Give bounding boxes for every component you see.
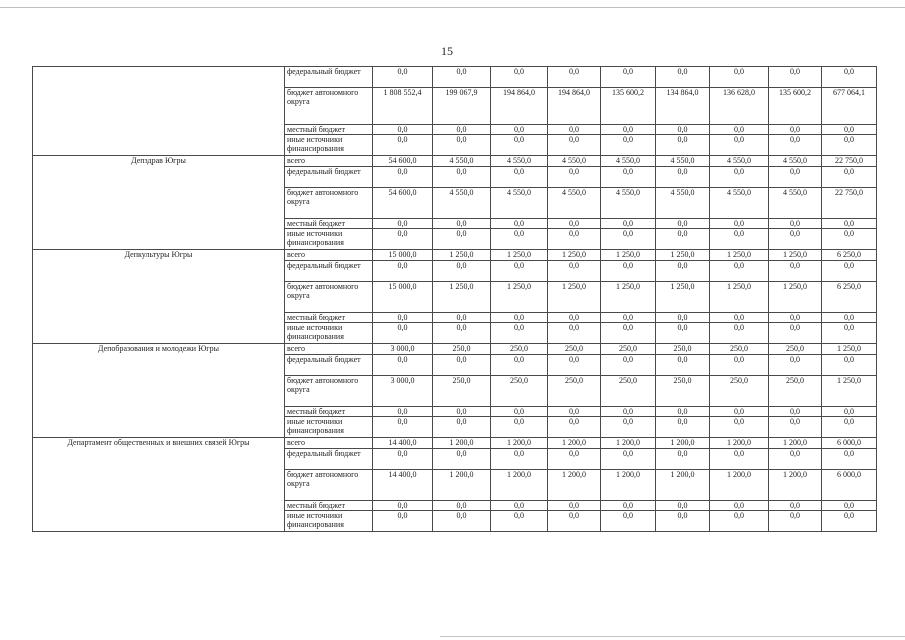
value-cell: 250,0 (710, 376, 769, 407)
funding-source-cell: бюджет автономного округа (285, 88, 373, 125)
value-cell: 0,0 (433, 417, 491, 438)
value-cell: 1 250,0 (822, 344, 877, 355)
value-cell: 0,0 (433, 501, 491, 511)
value-cell: 250,0 (601, 344, 656, 355)
value-cell: 4 550,0 (769, 188, 822, 219)
value-cell: 0,0 (433, 167, 491, 188)
value-cell: 0,0 (822, 417, 877, 438)
value-cell: 0,0 (822, 449, 877, 470)
value-cell: 0,0 (656, 417, 710, 438)
value-cell: 0,0 (769, 67, 822, 88)
value-cell: 0,0 (601, 125, 656, 135)
value-cell: 0,0 (601, 67, 656, 88)
funding-source-cell: иные источники финансирования (285, 417, 373, 438)
table-row (33, 344, 877, 355)
value-cell: 0,0 (769, 261, 822, 282)
funding-source-cell: иные источники финансирования (285, 229, 373, 250)
value-cell: 0,0 (548, 313, 601, 323)
value-cell: 0,0 (548, 355, 601, 376)
value-cell: 3 000,0 (373, 376, 433, 407)
value-cell: 0,0 (822, 219, 877, 229)
scan-bottom-edge (440, 636, 905, 637)
value-cell: 0,0 (710, 67, 769, 88)
value-cell: 0,0 (656, 67, 710, 88)
value-cell: 0,0 (601, 261, 656, 282)
value-cell: 0,0 (491, 449, 548, 470)
org-name-cell: Депобразования и молодежи Югры (33, 344, 285, 438)
value-cell: 0,0 (433, 67, 491, 88)
value-cell: 0,0 (491, 229, 548, 250)
value-cell: 1 200,0 (769, 438, 822, 449)
value-cell: 1 200,0 (769, 470, 822, 501)
value-cell: 14 400,0 (373, 470, 433, 501)
funding-source-cell: федеральный бюджет (285, 449, 373, 470)
value-cell: 6 250,0 (822, 282, 877, 313)
value-cell: 0,0 (373, 261, 433, 282)
value-cell: 0,0 (656, 407, 710, 417)
value-cell: 6 000,0 (822, 470, 877, 501)
value-cell: 0,0 (548, 417, 601, 438)
value-cell: 250,0 (491, 344, 548, 355)
value-cell: 1 200,0 (491, 438, 548, 449)
funding-source-cell: бюджет автономного округа (285, 188, 373, 219)
value-cell: 0,0 (822, 67, 877, 88)
value-cell: 0,0 (710, 511, 769, 532)
value-cell: 1 250,0 (548, 250, 601, 261)
value-cell: 0,0 (656, 355, 710, 376)
value-cell: 0,0 (373, 449, 433, 470)
value-cell: 0,0 (710, 313, 769, 323)
org-name-cell (33, 67, 285, 156)
value-cell: 0,0 (822, 407, 877, 417)
value-cell: 1 250,0 (433, 282, 491, 313)
value-cell: 0,0 (822, 261, 877, 282)
value-cell: 0,0 (656, 125, 710, 135)
value-cell: 0,0 (491, 355, 548, 376)
value-cell: 0,0 (656, 261, 710, 282)
value-cell: 0,0 (433, 229, 491, 250)
value-cell: 0,0 (601, 135, 656, 156)
value-cell: 0,0 (822, 167, 877, 188)
value-cell: 250,0 (548, 376, 601, 407)
table-row (33, 438, 877, 449)
value-cell: 0,0 (373, 355, 433, 376)
value-cell: 0,0 (710, 449, 769, 470)
value-cell: 677 064,1 (822, 88, 877, 125)
value-cell: 0,0 (601, 501, 656, 511)
value-cell: 0,0 (548, 219, 601, 229)
value-cell: 4 550,0 (433, 188, 491, 219)
funding-source-cell: всего (285, 438, 373, 449)
value-cell: 1 200,0 (433, 470, 491, 501)
funding-source-cell: иные источники финансирования (285, 323, 373, 344)
value-cell: 0,0 (433, 323, 491, 344)
value-cell: 1 200,0 (548, 470, 601, 501)
funding-source-cell: всего (285, 344, 373, 355)
value-cell: 0,0 (601, 229, 656, 250)
value-cell: 0,0 (656, 219, 710, 229)
value-cell: 1 250,0 (769, 250, 822, 261)
value-cell: 250,0 (710, 344, 769, 355)
value-cell: 6 250,0 (822, 250, 877, 261)
value-cell: 0,0 (710, 407, 769, 417)
value-cell: 0,0 (656, 229, 710, 250)
value-cell: 4 550,0 (769, 156, 822, 167)
funding-source-cell: федеральный бюджет (285, 355, 373, 376)
value-cell: 0,0 (433, 355, 491, 376)
value-cell: 4 550,0 (710, 188, 769, 219)
value-cell: 0,0 (373, 229, 433, 250)
value-cell: 0,0 (710, 125, 769, 135)
org-name-cell: Департамент общественных и внешних связей Югры (33, 438, 285, 532)
value-cell: 250,0 (656, 344, 710, 355)
value-cell: 1 200,0 (656, 438, 710, 449)
value-cell: 250,0 (548, 344, 601, 355)
value-cell: 0,0 (601, 313, 656, 323)
value-cell: 134 864,0 (656, 88, 710, 125)
value-cell: 250,0 (769, 344, 822, 355)
funding-source-cell: местный бюджет (285, 219, 373, 229)
value-cell: 1 250,0 (769, 282, 822, 313)
value-cell: 1 250,0 (491, 250, 548, 261)
value-cell: 14 400,0 (373, 438, 433, 449)
value-cell: 54 600,0 (373, 156, 433, 167)
value-cell: 1 250,0 (601, 250, 656, 261)
value-cell: 4 550,0 (656, 188, 710, 219)
value-cell: 0,0 (491, 501, 548, 511)
value-cell: 4 550,0 (601, 188, 656, 219)
value-cell: 1 808 552,4 (373, 88, 433, 125)
value-cell: 0,0 (710, 167, 769, 188)
value-cell: 0,0 (710, 219, 769, 229)
value-cell: 0,0 (491, 125, 548, 135)
value-cell: 1 250,0 (822, 376, 877, 407)
funding-source-cell: местный бюджет (285, 125, 373, 135)
value-cell: 250,0 (769, 376, 822, 407)
value-cell: 4 550,0 (433, 156, 491, 167)
value-cell: 0,0 (548, 167, 601, 188)
funding-source-cell: всего (285, 156, 373, 167)
value-cell: 0,0 (373, 219, 433, 229)
value-cell: 0,0 (656, 313, 710, 323)
value-cell: 0,0 (491, 323, 548, 344)
value-cell: 0,0 (433, 407, 491, 417)
value-cell: 0,0 (491, 261, 548, 282)
value-cell: 0,0 (822, 135, 877, 156)
value-cell: 0,0 (656, 501, 710, 511)
funding-source-cell: федеральный бюджет (285, 67, 373, 88)
value-cell: 0,0 (769, 313, 822, 323)
value-cell: 199 067,9 (433, 88, 491, 125)
value-cell: 0,0 (822, 355, 877, 376)
value-cell: 0,0 (822, 229, 877, 250)
value-cell: 194 864,0 (548, 88, 601, 125)
value-cell: 0,0 (601, 167, 656, 188)
value-cell: 0,0 (601, 449, 656, 470)
value-cell: 6 000,0 (822, 438, 877, 449)
value-cell: 0,0 (433, 261, 491, 282)
funding-source-cell: бюджет автономного округа (285, 282, 373, 313)
value-cell: 0,0 (769, 417, 822, 438)
value-cell: 1 250,0 (601, 282, 656, 313)
table-row (33, 156, 877, 167)
value-cell: 0,0 (769, 125, 822, 135)
funding-source-cell: бюджет автономного округа (285, 470, 373, 501)
value-cell: 0,0 (601, 407, 656, 417)
value-cell: 0,0 (548, 229, 601, 250)
value-cell: 1 200,0 (710, 470, 769, 501)
value-cell: 0,0 (548, 407, 601, 417)
value-cell: 0,0 (710, 355, 769, 376)
funding-source-cell: местный бюджет (285, 313, 373, 323)
value-cell: 1 200,0 (601, 470, 656, 501)
value-cell: 54 600,0 (373, 188, 433, 219)
scan-top-edge (0, 7, 905, 8)
value-cell: 0,0 (710, 229, 769, 250)
value-cell: 1 200,0 (656, 470, 710, 501)
value-cell: 250,0 (601, 376, 656, 407)
value-cell: 1 250,0 (491, 282, 548, 313)
funding-source-cell: федеральный бюджет (285, 167, 373, 188)
value-cell: 0,0 (548, 67, 601, 88)
value-cell: 0,0 (491, 67, 548, 88)
value-cell: 0,0 (373, 125, 433, 135)
value-cell: 4 550,0 (548, 156, 601, 167)
value-cell: 0,0 (710, 135, 769, 156)
value-cell: 1 200,0 (433, 438, 491, 449)
value-cell: 0,0 (710, 323, 769, 344)
budget-table (32, 66, 877, 532)
value-cell: 0,0 (769, 219, 822, 229)
org-name-cell: Депздрав Югры (33, 156, 285, 250)
value-cell: 0,0 (373, 313, 433, 323)
org-name-cell: Депкультуры Югры (33, 250, 285, 344)
funding-source-cell: местный бюджет (285, 501, 373, 511)
value-cell: 0,0 (656, 511, 710, 532)
page-number: 15 (441, 44, 453, 58)
value-cell: 0,0 (769, 229, 822, 250)
value-cell: 0,0 (373, 135, 433, 156)
value-cell: 0,0 (433, 219, 491, 229)
table-row (33, 250, 877, 261)
value-cell: 1 200,0 (601, 438, 656, 449)
value-cell: 0,0 (822, 323, 877, 344)
value-cell: 0,0 (433, 135, 491, 156)
value-cell: 1 200,0 (710, 438, 769, 449)
funding-source-cell: иные источники финансирования (285, 511, 373, 532)
value-cell: 0,0 (548, 261, 601, 282)
value-cell: 0,0 (601, 511, 656, 532)
value-cell: 1 250,0 (656, 282, 710, 313)
value-cell: 0,0 (433, 511, 491, 532)
funding-source-cell: иные источники финансирования (285, 135, 373, 156)
value-cell: 0,0 (433, 125, 491, 135)
value-cell: 0,0 (656, 449, 710, 470)
value-cell: 1 250,0 (548, 282, 601, 313)
value-cell: 250,0 (491, 376, 548, 407)
value-cell: 4 550,0 (491, 156, 548, 167)
value-cell: 4 550,0 (548, 188, 601, 219)
value-cell: 0,0 (769, 501, 822, 511)
value-cell: 194 864,0 (491, 88, 548, 125)
value-cell: 0,0 (548, 449, 601, 470)
value-cell: 0,0 (656, 323, 710, 344)
value-cell: 0,0 (548, 511, 601, 532)
value-cell: 250,0 (433, 376, 491, 407)
value-cell: 0,0 (822, 501, 877, 511)
table-row (33, 67, 877, 88)
value-cell: 4 550,0 (710, 156, 769, 167)
value-cell: 0,0 (601, 355, 656, 376)
value-cell: 0,0 (491, 135, 548, 156)
value-cell: 0,0 (656, 167, 710, 188)
value-cell: 1 250,0 (710, 282, 769, 313)
value-cell: 0,0 (548, 125, 601, 135)
value-cell: 0,0 (656, 135, 710, 156)
value-cell: 0,0 (373, 417, 433, 438)
value-cell: 1 200,0 (548, 438, 601, 449)
value-cell: 1 250,0 (710, 250, 769, 261)
value-cell: 15 000,0 (373, 250, 433, 261)
value-cell: 0,0 (710, 261, 769, 282)
value-cell: 0,0 (601, 417, 656, 438)
value-cell: 22 750,0 (822, 188, 877, 219)
value-cell: 0,0 (373, 67, 433, 88)
value-cell: 0,0 (548, 323, 601, 344)
value-cell: 3 000,0 (373, 344, 433, 355)
value-cell: 4 550,0 (656, 156, 710, 167)
value-cell: 135 600,2 (769, 88, 822, 125)
value-cell: 250,0 (656, 376, 710, 407)
value-cell: 0,0 (769, 135, 822, 156)
funding-source-cell: федеральный бюджет (285, 261, 373, 282)
value-cell: 0,0 (373, 501, 433, 511)
value-cell: 0,0 (373, 323, 433, 344)
funding-source-cell: бюджет автономного округа (285, 376, 373, 407)
value-cell: 0,0 (491, 167, 548, 188)
value-cell: 0,0 (491, 511, 548, 532)
value-cell: 0,0 (822, 511, 877, 532)
value-cell: 136 628,0 (710, 88, 769, 125)
value-cell: 22 750,0 (822, 156, 877, 167)
value-cell: 0,0 (769, 355, 822, 376)
value-cell: 1 250,0 (656, 250, 710, 261)
value-cell: 0,0 (769, 167, 822, 188)
value-cell: 15 000,0 (373, 282, 433, 313)
funding-source-cell: местный бюджет (285, 407, 373, 417)
funding-source-cell: всего (285, 250, 373, 261)
value-cell: 250,0 (433, 344, 491, 355)
value-cell: 0,0 (491, 313, 548, 323)
value-cell: 0,0 (491, 407, 548, 417)
value-cell: 0,0 (710, 501, 769, 511)
value-cell: 4 550,0 (601, 156, 656, 167)
value-cell: 0,0 (601, 219, 656, 229)
value-cell: 0,0 (373, 167, 433, 188)
value-cell: 0,0 (822, 125, 877, 135)
value-cell: 0,0 (491, 219, 548, 229)
value-cell: 1 250,0 (433, 250, 491, 261)
value-cell: 0,0 (769, 511, 822, 532)
value-cell: 0,0 (491, 417, 548, 438)
value-cell: 0,0 (769, 407, 822, 417)
value-cell: 4 550,0 (491, 188, 548, 219)
value-cell: 0,0 (433, 449, 491, 470)
value-cell: 0,0 (373, 407, 433, 417)
value-cell: 1 200,0 (491, 470, 548, 501)
value-cell: 0,0 (769, 323, 822, 344)
value-cell: 0,0 (548, 135, 601, 156)
value-cell: 135 600,2 (601, 88, 656, 125)
value-cell: 0,0 (373, 511, 433, 532)
value-cell: 0,0 (769, 449, 822, 470)
value-cell: 0,0 (710, 417, 769, 438)
value-cell: 0,0 (601, 323, 656, 344)
value-cell: 0,0 (433, 313, 491, 323)
value-cell: 0,0 (822, 313, 877, 323)
value-cell: 0,0 (548, 501, 601, 511)
